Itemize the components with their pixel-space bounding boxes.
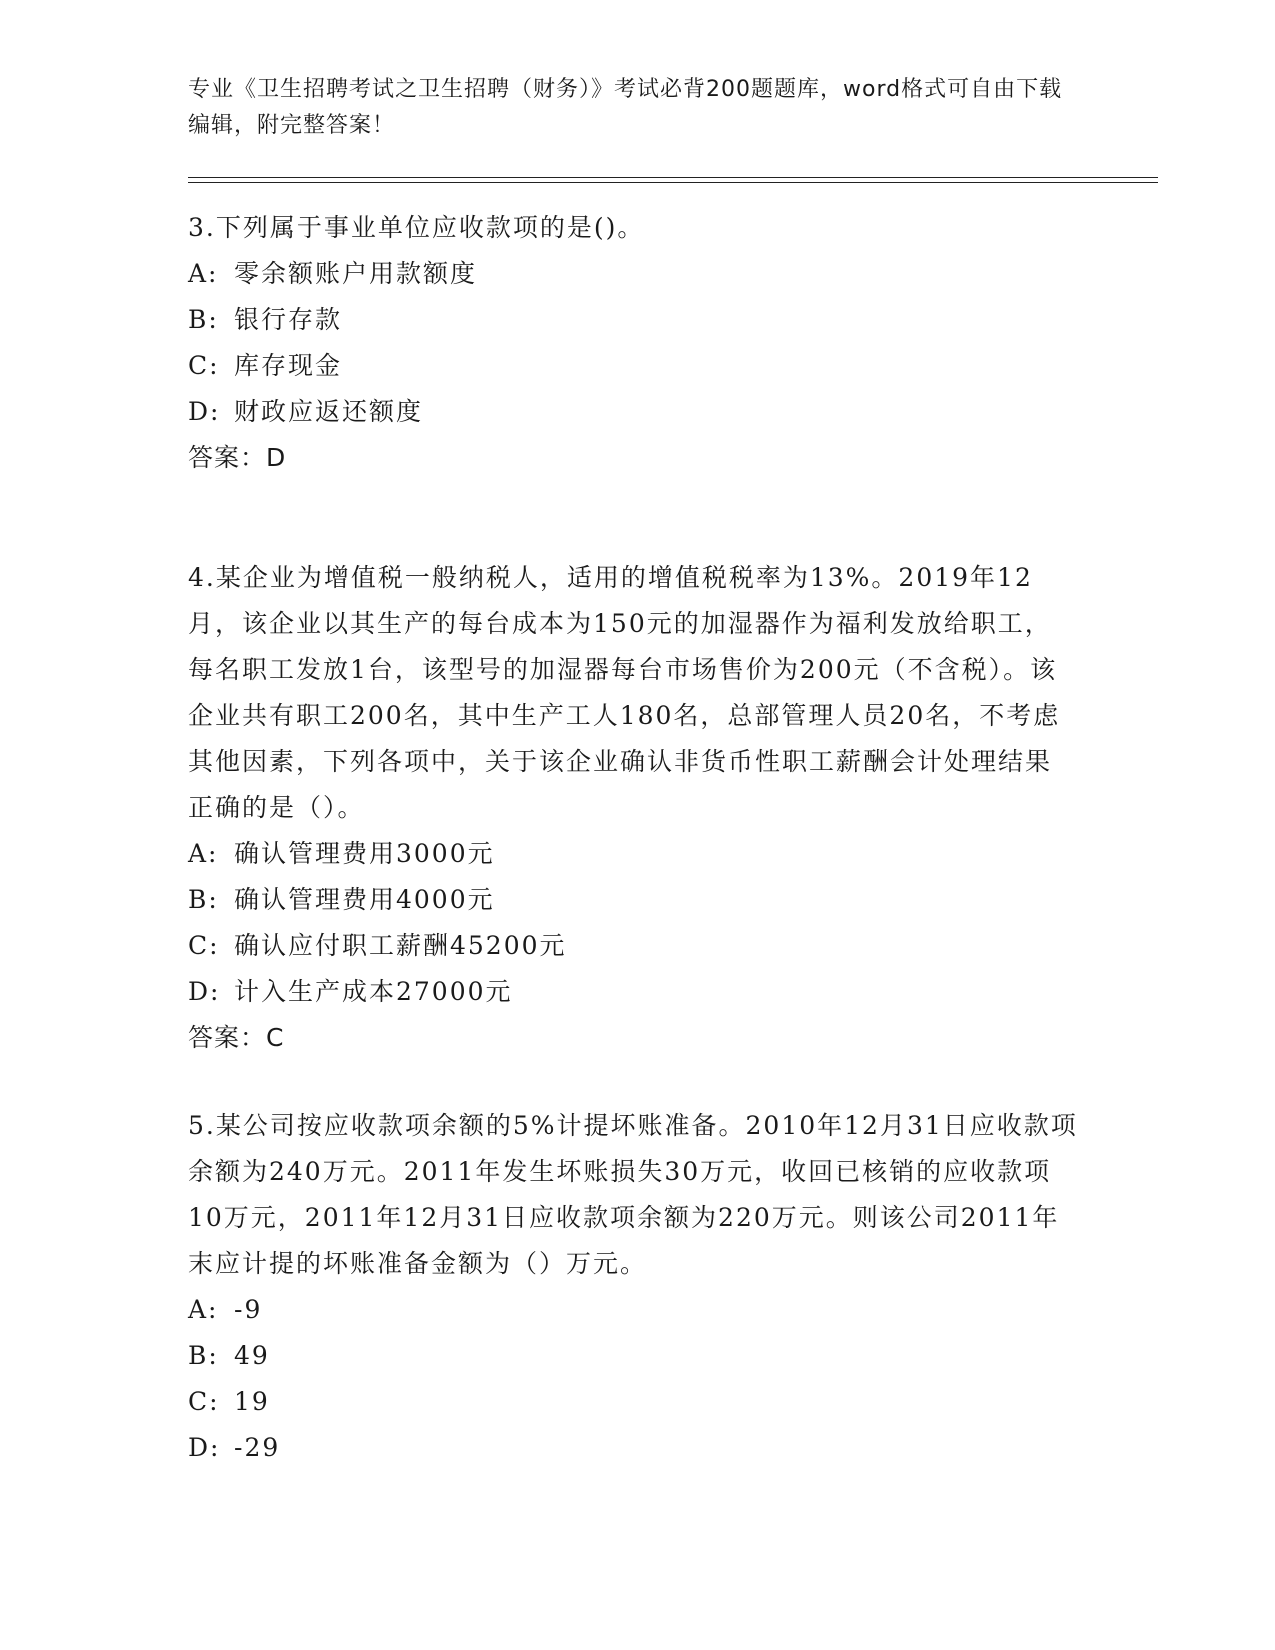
- document-intro: 专业《卫生招聘考试之卫生招聘（财务）》考试必背200题题库，word格式可自由下载编辑，附完整答案！: [188, 77, 1063, 138]
- option-text: 计入生产成本27000元: [234, 977, 513, 1006]
- option-key: C:: [188, 931, 220, 960]
- option-key: B:: [188, 885, 219, 914]
- option-text: -29: [234, 1433, 281, 1462]
- option-key: D:: [188, 397, 221, 426]
- option-d: [188, 389, 1078, 435]
- option-text: 库存现金: [234, 351, 343, 380]
- answer: 答案：D: [188, 443, 287, 472]
- option-key: A:: [188, 1295, 219, 1324]
- question-stem: 5.某公司按应收款项余额的5%计提坏账准备。2010年12月31日应收款项余额为240万元。2011年发生坏账损失30万元，收回已核销的应收款项10万元，2011年12月31日应收款项余额为220万元。则该公司2011年末应计提的坏账准备金额为（）万元。: [188, 1111, 1078, 1278]
- option-text: 银行存款: [234, 305, 343, 334]
- option-a: [188, 831, 1078, 877]
- option-a: [188, 1287, 1078, 1333]
- option-text: 确认管理费用4000元: [234, 885, 495, 914]
- option-text: 19: [234, 1387, 270, 1416]
- option-c: [188, 923, 1078, 969]
- question-4: [188, 555, 1078, 1061]
- option-key: A:: [188, 259, 219, 288]
- question-stem: 3.下列属于事业单位应收款项的是()。: [188, 213, 645, 242]
- question-stem: 4.某企业为增值税一般纳税人，适用的增值税税率为13%。2019年12月，该企业以其生产的每台成本为150元的加湿器作为福利发放给职工，每名职工发放1台，该型号的加湿器每台市场售价为200元（不含税）。该企业共有职工200名，其中生产工人180名，总部管理人员20名，不考虑其他因素，下列各项中，关于该企业确认非货币性职工薪酬会计处理结果正确的是（）。: [188, 563, 1061, 822]
- answer: 答案：C: [188, 1023, 285, 1052]
- option-key: C:: [188, 351, 220, 380]
- option-text: 确认应付职工薪酬45200元: [234, 931, 567, 960]
- option-text: 确认管理费用3000元: [234, 839, 495, 868]
- option-d: [188, 969, 1078, 1015]
- question-5: [188, 1103, 1078, 1471]
- question-3: [188, 205, 1078, 481]
- option-b: [188, 877, 1078, 923]
- header-divider-bottom: [188, 182, 1158, 183]
- option-c: [188, 343, 1078, 389]
- option-text: -9: [234, 1295, 263, 1324]
- option-key: B:: [188, 1341, 219, 1370]
- option-key: D:: [188, 977, 221, 1006]
- option-text: 财政应返还额度: [234, 397, 424, 426]
- option-c: [188, 1379, 1078, 1425]
- option-b: [188, 297, 1078, 343]
- option-b: [188, 1333, 1078, 1379]
- header-divider-top: [188, 177, 1158, 178]
- option-text: 零余额账户用款额度: [234, 259, 478, 288]
- option-d: [188, 1425, 1078, 1471]
- option-text: 49: [234, 1341, 270, 1370]
- option-key: B:: [188, 305, 219, 334]
- option-key: C:: [188, 1387, 220, 1416]
- option-key: A:: [188, 839, 219, 868]
- option-key: D:: [188, 1433, 221, 1462]
- option-a: [188, 251, 1078, 297]
